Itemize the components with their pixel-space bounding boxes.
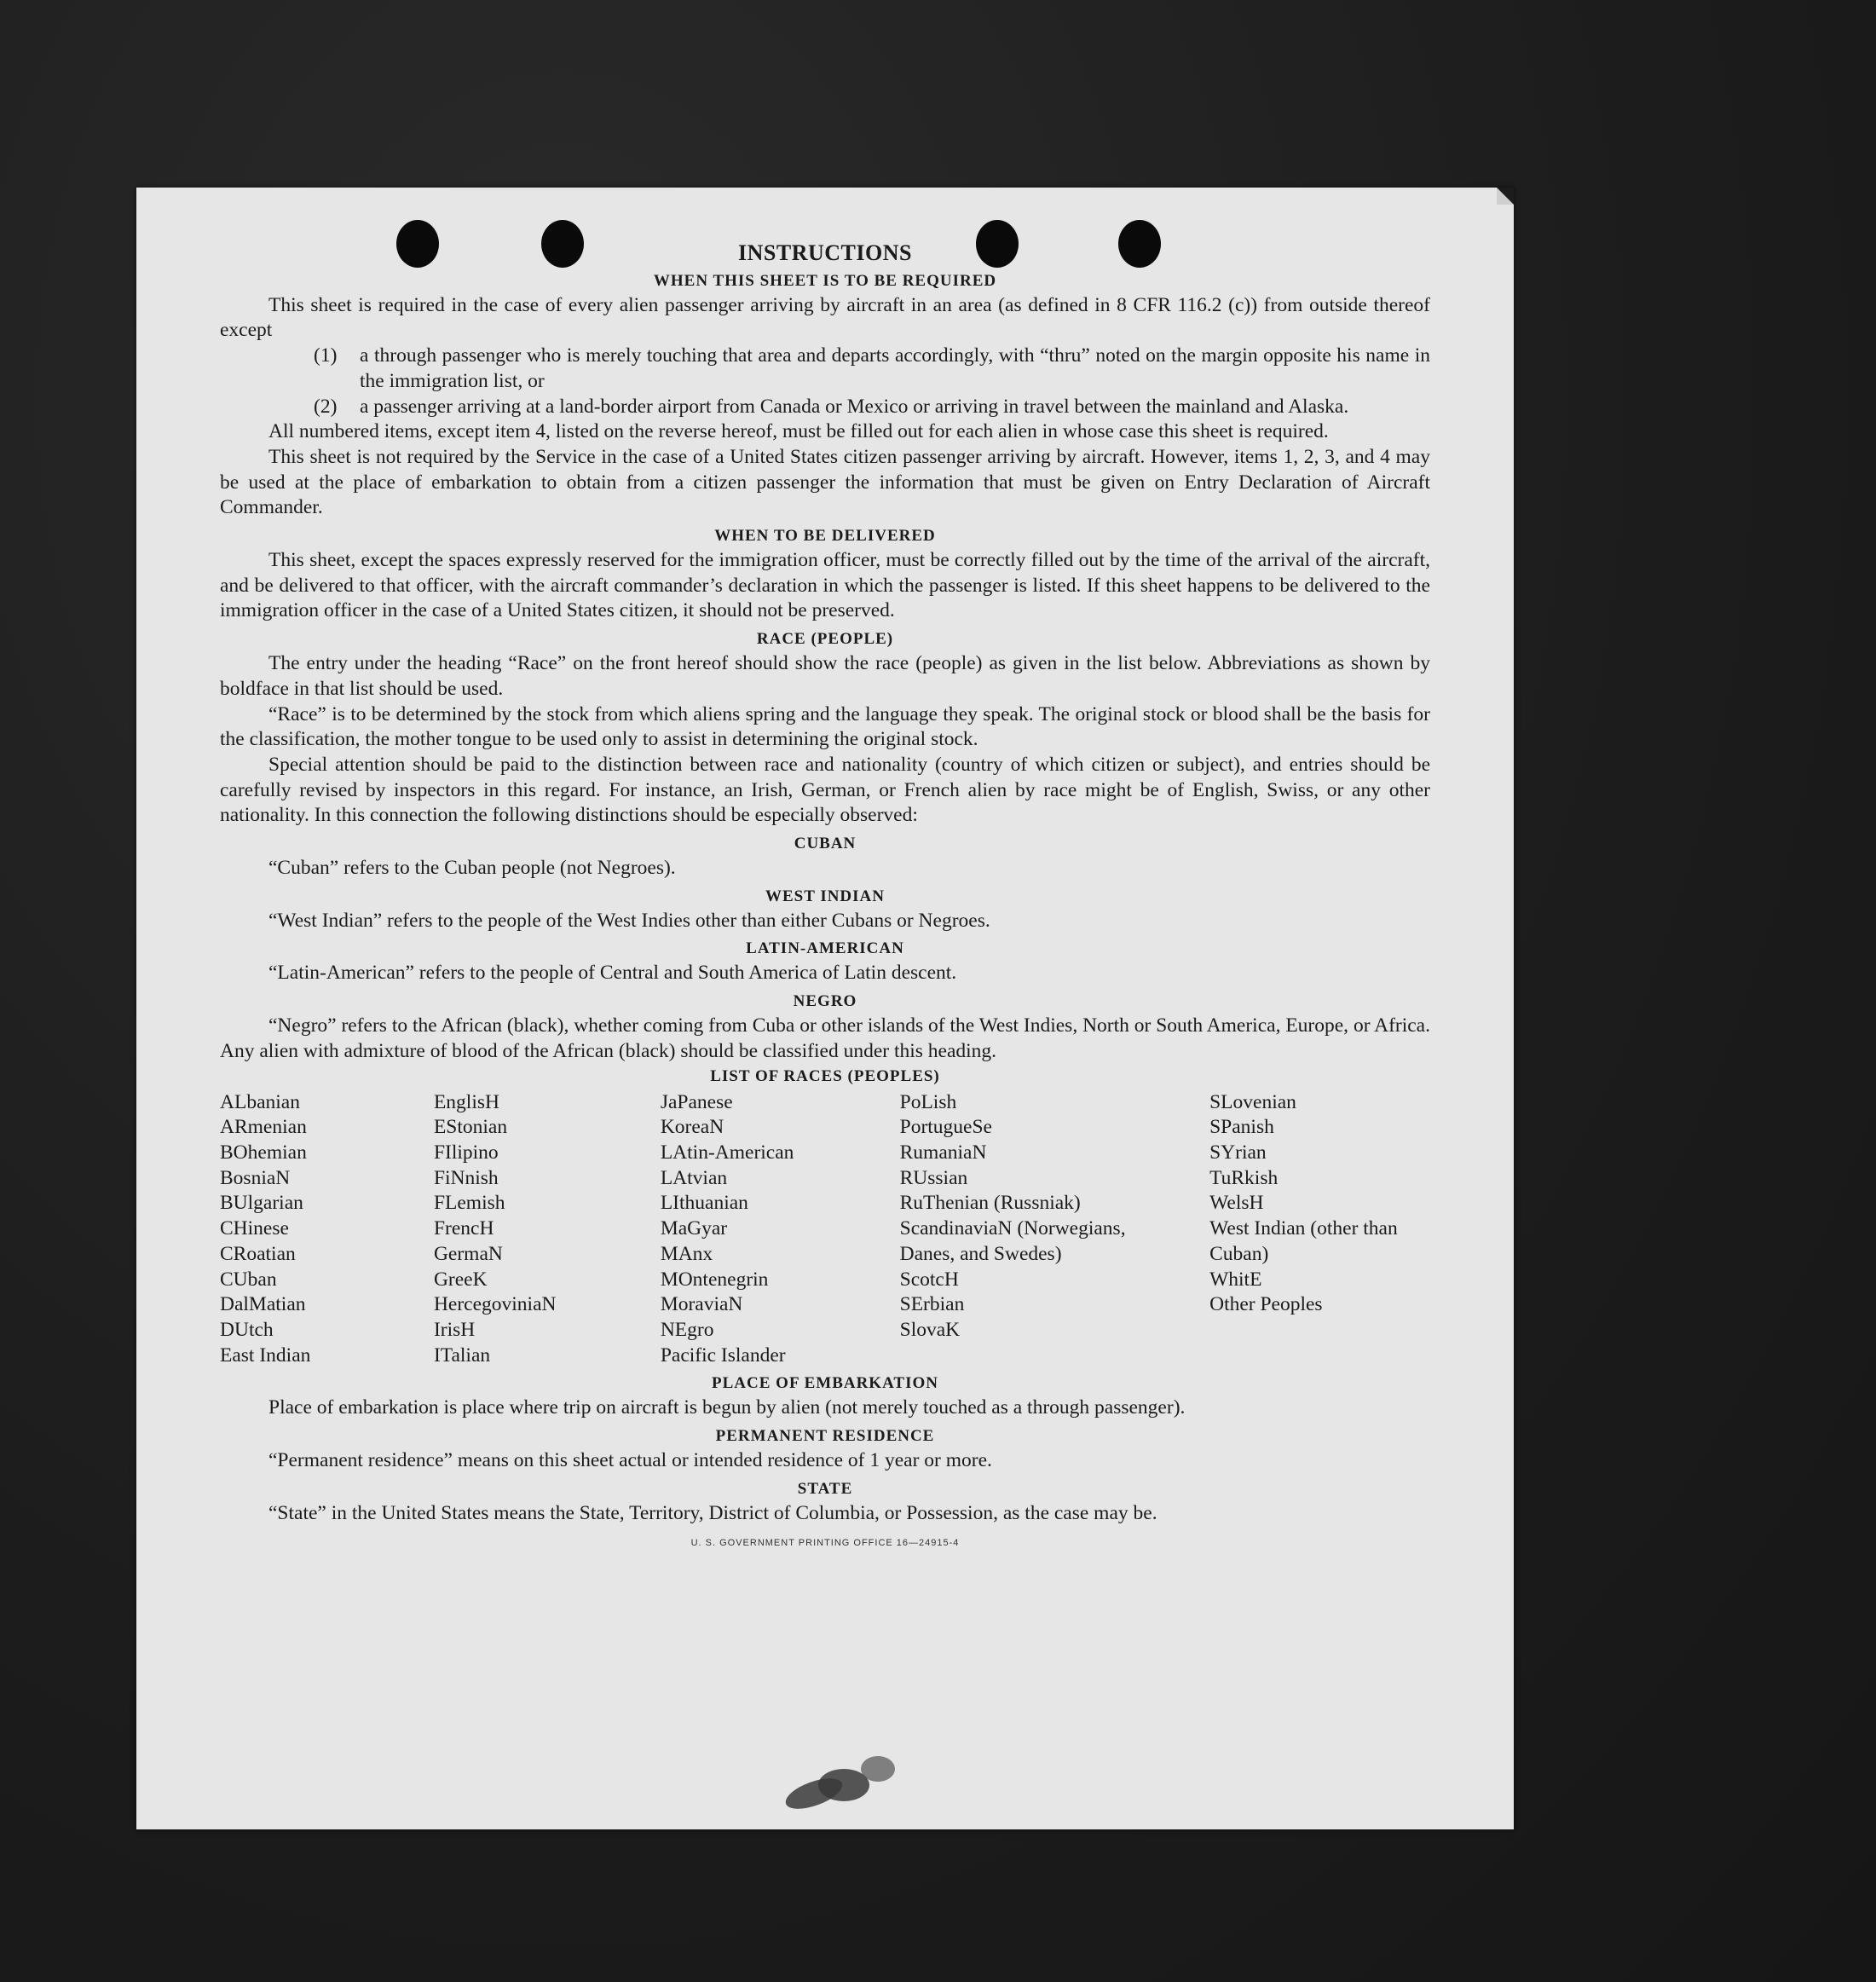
races-list	[220, 1090, 1430, 1369]
race-entry: SYrian	[1209, 1141, 1267, 1164]
list-item	[220, 395, 1430, 420]
race-entry: PortugueSe	[899, 1116, 992, 1139]
races-column	[1209, 1090, 1430, 1369]
paragraph: Place of embarkation is place where trip on aircraft is begun by alien (not merely touched as a through passenger).	[268, 1396, 1186, 1419]
race-entry: BOhemian	[220, 1141, 307, 1164]
race-entry: LAtvian	[660, 1166, 728, 1189]
section-heading: STATE	[797, 1479, 853, 1498]
race-entry: RumaniaN	[899, 1141, 987, 1164]
paragraph: This sheet is not required by the Service in the case of a United States citizen passenger arriving by aircraft. However, items 1, 2, 3, and 4 may be used at the place of embarkation to obtain from a citizen passenger the information that must be given on Entry Declaration of Aircraft Commander.	[220, 445, 1430, 519]
race-entry: ScotcH	[899, 1268, 959, 1291]
race-entry: CHinese	[220, 1217, 289, 1240]
races-column	[220, 1090, 434, 1369]
race-entry: FiNnish	[433, 1166, 499, 1189]
race-entry: MoraviaN	[660, 1293, 743, 1316]
item-number: (2)	[314, 395, 338, 418]
paragraph: This sheet is required in the case of every alien passenger arriving by aircraft in an area (as defined in 8 CFR 116.2 (c)) from outside thereof except	[220, 293, 1430, 342]
race-entry: TuRkish	[1209, 1166, 1279, 1189]
race-entry: NEgro	[660, 1318, 714, 1341]
paragraph: “West Indian” refers to the people of the West Indies other than either Cubans or Negroes.	[268, 909, 990, 932]
section-heading: RACE (PEOPLE)	[756, 630, 894, 649]
race-entry: JaPanese	[660, 1090, 733, 1113]
race-entry: HercegoviniaN	[433, 1293, 557, 1316]
race-entry: DUtch	[220, 1318, 274, 1341]
race-entry: BosniaN	[220, 1166, 291, 1189]
race-entry: KoreaN	[660, 1116, 724, 1139]
section-heading: WHEN THIS SHEET IS TO BE REQUIRED	[653, 271, 997, 290]
race-entry: CRoatian	[220, 1242, 296, 1265]
race-entry: FLemish	[433, 1192, 505, 1215]
race-entry: RuThenian (Russniak)	[899, 1192, 1081, 1215]
races-column	[434, 1090, 661, 1369]
race-entry: SLovenian	[1209, 1090, 1296, 1113]
race-entry: GermaN	[433, 1242, 503, 1265]
race-entry: SPanish	[1209, 1116, 1274, 1139]
section-heading: WEST INDIAN	[765, 887, 885, 905]
race-entry: ITalian	[433, 1343, 491, 1367]
race-entry: FIlipino	[433, 1141, 499, 1164]
race-entry: MAnx	[660, 1242, 713, 1265]
race-entry: BUlgarian	[220, 1192, 303, 1215]
race-entry: DalMatian	[220, 1293, 306, 1316]
item-number: (1)	[314, 344, 338, 367]
section-heading: PLACE OF EMBARKATION	[712, 1374, 938, 1393]
paragraph: All numbered items, except item 4, listed on the reverse hereof, must be filled out for each alien in whose case this sheet is required.	[268, 420, 1329, 443]
section-heading: CUBAN	[794, 835, 857, 853]
paragraph: “Race” is to be determined by the stock from which aliens spring and the language they speak. The original stock or blood shall be the basis for the classification, the mother tongue to be used only to assist in determining the original stock.	[220, 702, 1430, 751]
paragraph: “State” in the United States means the State, Territory, District of Columbia, or Possession, as the case may be.	[268, 1501, 1157, 1524]
race-entry: LAtin-American	[660, 1141, 794, 1164]
race-entry: GreeK	[433, 1268, 488, 1291]
race-entry: MOntenegrin	[660, 1268, 769, 1291]
race-entry: SlovaK	[899, 1318, 961, 1341]
race-entry: ALbanian	[220, 1090, 300, 1113]
section-heading: WHEN TO BE DELIVERED	[714, 527, 936, 546]
instructions-content	[220, 240, 1430, 1557]
race-entry: ScandinaviaN (Norwegians, Danes, and Swedes)	[899, 1217, 1126, 1265]
race-entry: SErbian	[899, 1293, 965, 1316]
races-column	[661, 1090, 900, 1369]
document-page	[136, 188, 1514, 1829]
paragraph: The entry under the heading “Race” on the front hereof should show the race (people) as given in the list below. Abbreviations as shown by boldface in that list should be used.	[220, 652, 1430, 700]
race-entry: WhitE	[1209, 1268, 1262, 1291]
race-entry: EnglisH	[433, 1090, 499, 1113]
section-heading: LIST OF RACES (PEOPLES)	[710, 1066, 940, 1085]
race-entry: East Indian	[220, 1343, 311, 1367]
race-entry: ARmenian	[220, 1116, 307, 1139]
race-entry: RUssian	[899, 1166, 968, 1189]
race-entry: PoLish	[899, 1090, 957, 1113]
race-entry: Pacific Islander	[660, 1343, 786, 1367]
race-entry: FrencH	[433, 1217, 494, 1240]
race-entry: LIthuanian	[660, 1192, 748, 1215]
paragraph: “Latin-American” refers to the people of Central and South America of Latin descent.	[268, 962, 957, 985]
section-heading: LATIN-AMERICAN	[746, 939, 904, 958]
race-entry: MaGyar	[660, 1217, 728, 1240]
race-entry: EStonian	[433, 1116, 508, 1139]
paragraph: Special attention should be paid to the distinction between race and nationality (country of which citizen or subject), and entries should be carefully revised by inspectors in this regard. For instance, an Irish, German, or French alien by race might be of English, Swiss, or any other nationality. In this connection the following distinctions should be especially observed:	[220, 753, 1430, 827]
item-text: a through passenger who is merely touching that area and departs accordingly, with “thru” noted on the margin opposite his name in the immigration list, or	[360, 344, 1430, 392]
corner-fold	[1497, 188, 1514, 205]
race-entry: Other Peoples	[1209, 1293, 1323, 1316]
paragraph: “Cuban” refers to the Cuban people (not Negroes).	[268, 857, 676, 880]
races-column	[900, 1090, 1209, 1369]
race-entry: IrisH	[433, 1318, 476, 1341]
section-heading: PERMANENT RESIDENCE	[715, 1427, 935, 1446]
race-entry: WelsH	[1209, 1192, 1264, 1215]
section-heading: NEGRO	[793, 992, 857, 1011]
printer-imprint: U. S. GOVERNMENT PRINTING OFFICE 16—24915-4	[690, 1538, 960, 1549]
race-entry: West Indian (other than Cuban)	[1209, 1217, 1398, 1265]
page-title: INSTRUCTIONS	[738, 240, 912, 265]
race-entry: CUban	[220, 1268, 277, 1291]
item-text: a passenger arriving at a land-border airport from Canada or Mexico or arriving in travel between the mainland and Alaska.	[360, 395, 1349, 418]
paragraph: This sheet, except the spaces expressly reserved for the immigration officer, must be correctly filled out by the time of the arrival of the aircraft, and be delivered to that officer, with the aircraft commander’s declaration in which the passenger is listed. If this sheet happens to be delivered to the immigration officer in the case of a United States citizen, it should not be preserved.	[220, 549, 1430, 622]
list-item	[220, 344, 1430, 394]
paragraph: “Permanent residence” means on this sheet actual or intended residence of 1 year or more.	[268, 1449, 992, 1472]
paragraph: “Negro” refers to the African (black), whether coming from Cuba or other islands of the West Indies, North or South America, Europe, or Africa. Any alien with admixture of blood of the African (black) should be classified under this heading.	[220, 1014, 1430, 1062]
ink-stain	[861, 1756, 895, 1782]
